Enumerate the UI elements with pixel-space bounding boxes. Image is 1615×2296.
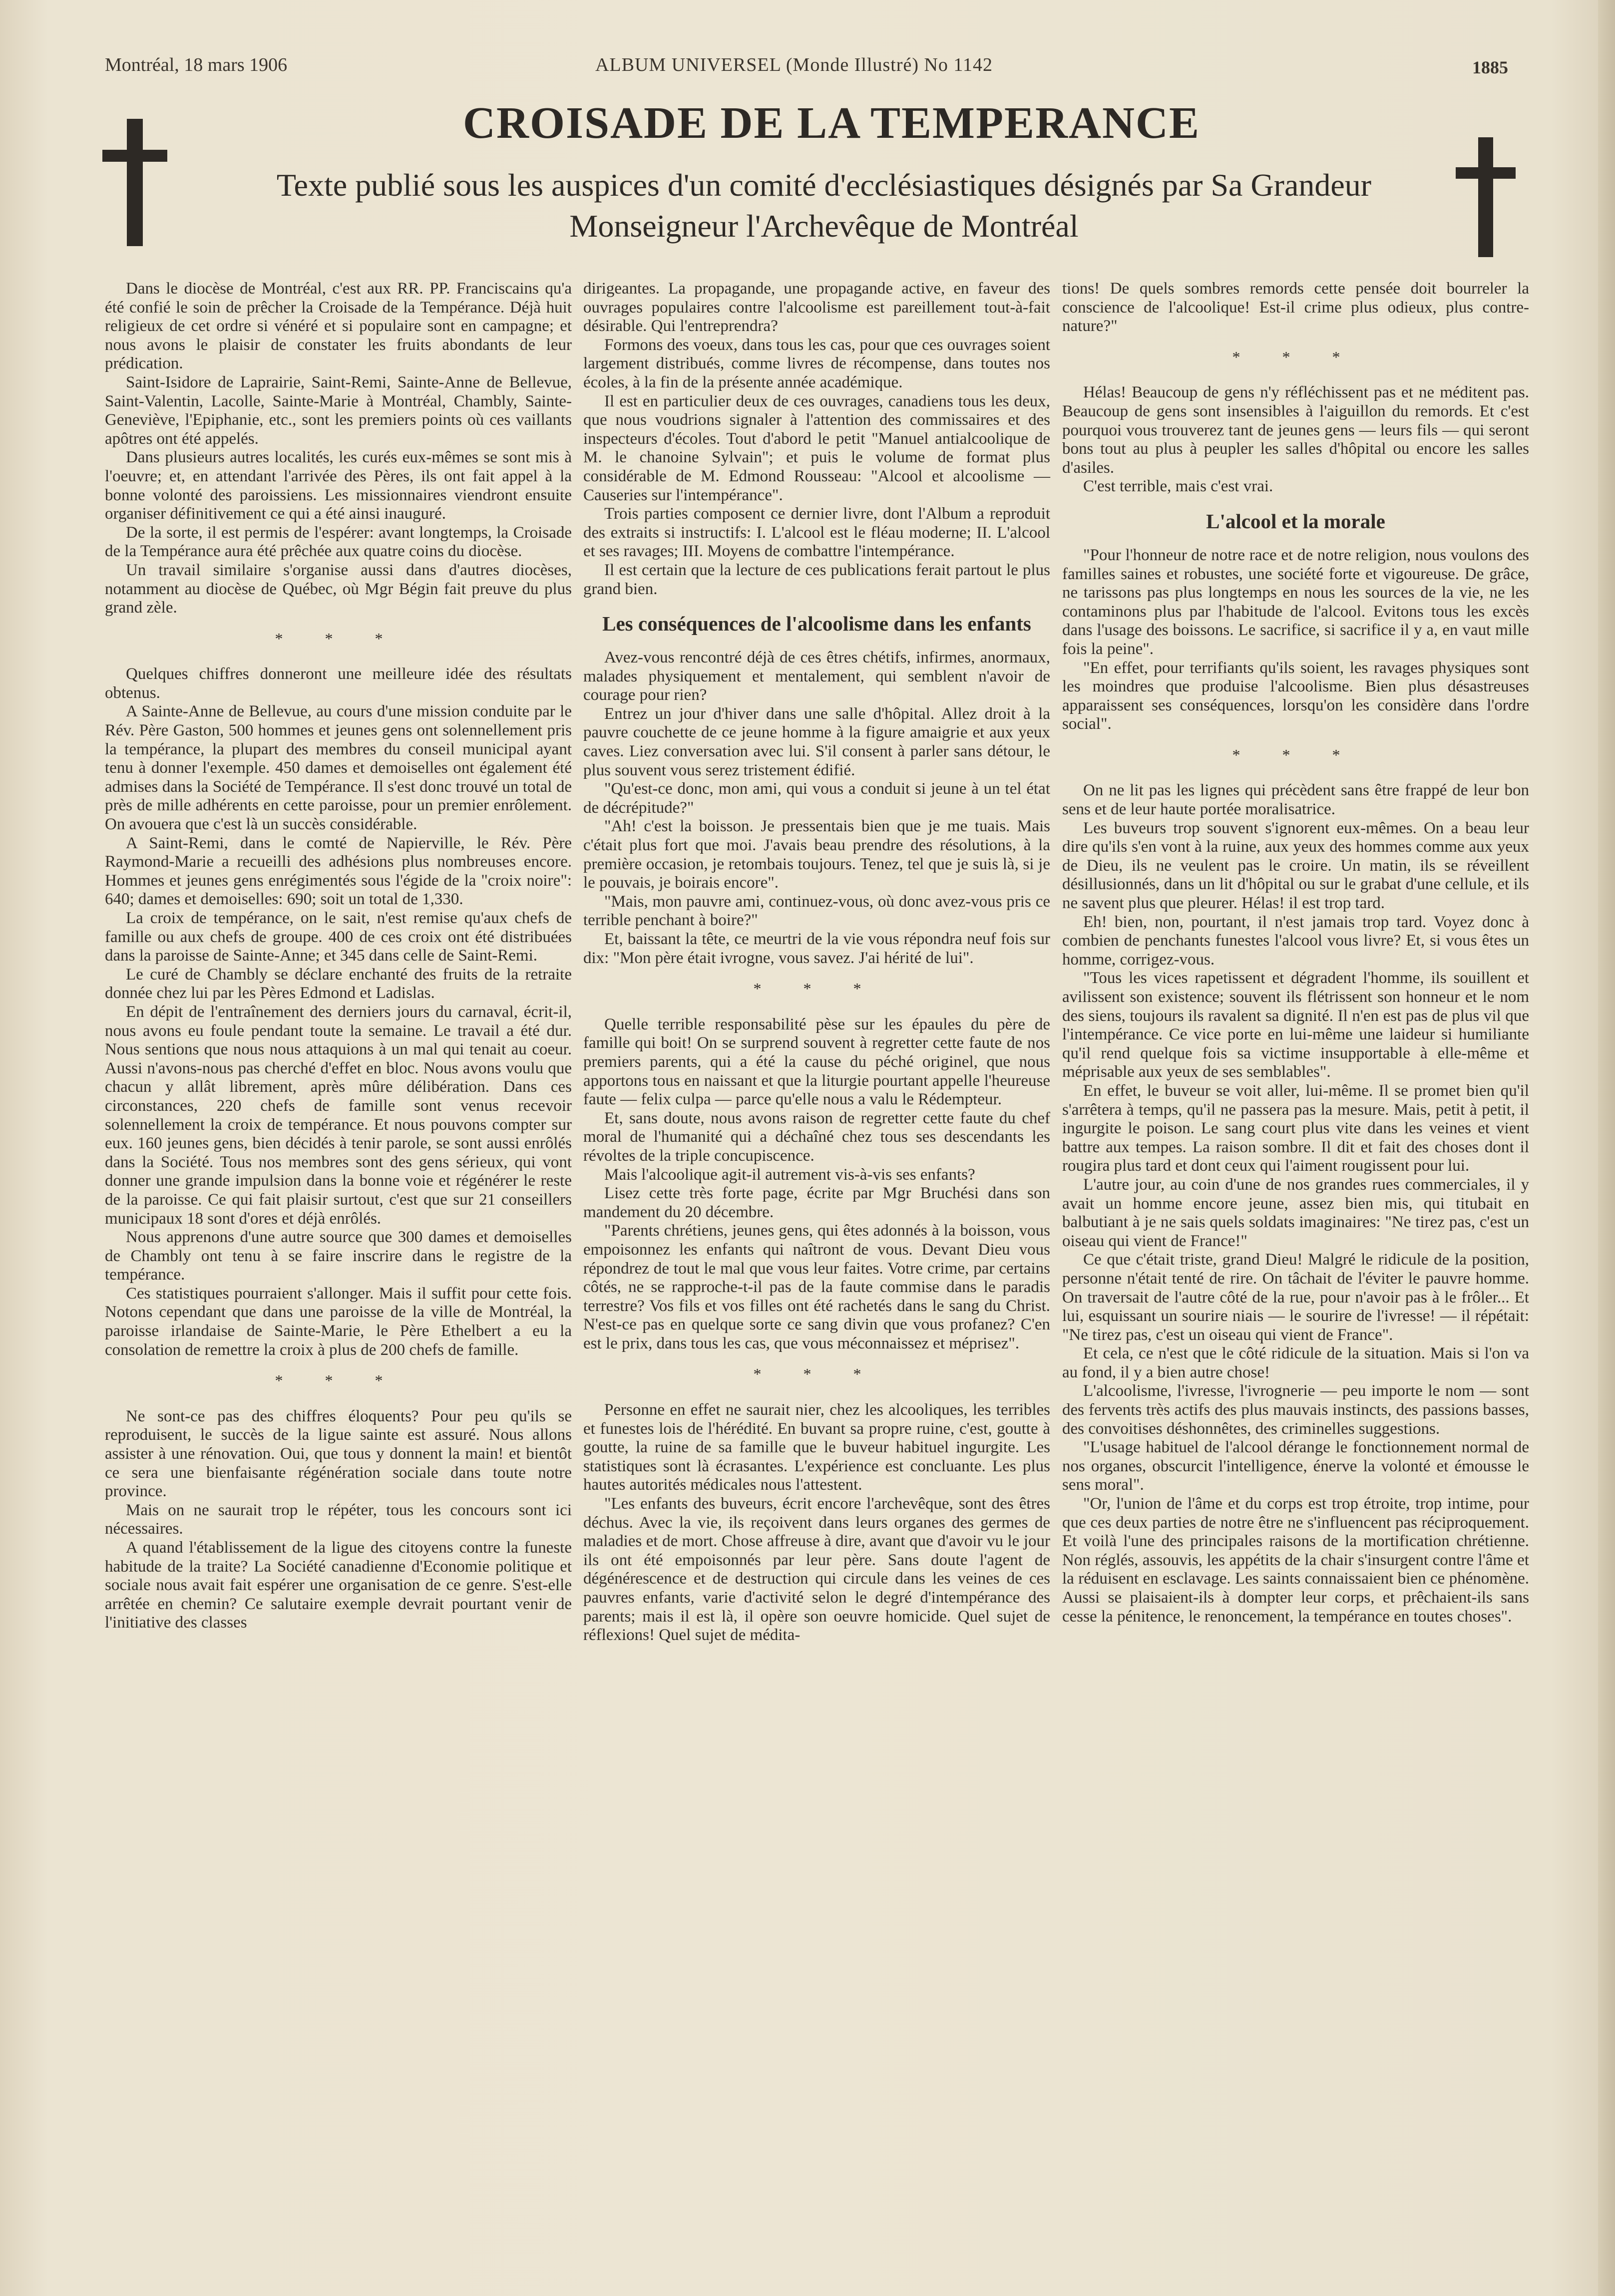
column-2 [583,280,1050,1645]
publication-name: ALBUM UNIVERSEL (Monde Illustré) No 1142 [595,54,993,75]
paragraph: Un travail similaire s'organise aussi dans d'autres diocèses, notamment au diocèse de Québec, où Mgr Bégin fait preuve du plus grand zèle. [105,561,572,617]
paragraph: Mais l'alcoolique agit-il autrement vis-à-vis ses enfants? [604,1165,975,1184]
column-3 [1062,280,1529,1626]
paragraph: "Pour l'honneur de notre race et de notre religion, nous voulons des familles saines et robustes, une société forte et vigoureuse. De grâce, ne tarissons pas plus longtemps en nous les sources de la vie, ne les contaminons plus par l'habitude de l'alcool. Evitons tous les excès dans l'usage des boissons. Le sacrifice, si sacrifice il y a, en vaut mille fois la peine". [1062,546,1529,658]
paragraph: On ne lit pas les lignes qui précèdent sans être frappé de leur bon sens et de leur haute portée moralisatrice. [1062,781,1529,819]
subtitle-line: Monseigneur l'Archevêque de Montréal [569,208,1079,244]
paragraph: Quelle terrible responsabilité pèse sur les épaules du père de famille qui boit! On se surprend souvent à regretter cette faute de nos premiers parents, qui a été la cause du péché originel, que nous apportons tous en naissant et que la liturgie pourtant appelle l'heureuse faute — felix culpa — parce qu'elle nous a valu le Rédempteur. [583,1015,1050,1109]
paragraph: Ces statistiques pourraient s'allonger. Mais il suffit pour cette fois. Notons cependant que dans une paroisse de la ville de Montréal, la paroisse irlandaise de Sainte-Marie, le Père Ethelbert a eu la consolation de remettre la croix à plus de 200 chefs de famille. [105,1284,572,1359]
paragraph: "En effet, pour terrifiants qu'ils soient, les ravages physiques sont les moindres que produise l'alcoolisme. Bien plus désastreuses apparaissent ses conséquences, lorsqu'on les considère dans l'ordre social". [1062,658,1529,733]
paragraph: "Parents chrétiens, jeunes gens, qui êtes adonnés à la boisson, vous empoisonnez les enfants qui naîtront de vous. Devant Dieu vous répondrez de tout le mal que vous leur faites. Votre crime, par certains côtés, ne se rapproche-t-il pas de la faute commise dans le paradis terrestre? Vos fils et vos filles ont été rachetés dans le sang du Christ. N'est-ce pas en quelque sorte ce sang divin que vous profanez? C'en est le prix, dans tous les cas, que vous méconnaissez et méprisez". [583,1222,1050,1352]
paragraph: Eh! bien, non, pourtant, il n'est jamais trop tard. Voyez donc à combien de penchants funestes l'alcool vous livre? Et, si vous êtes un homme, corrigez-vous. [1062,913,1529,969]
paragraph: Il est en particulier deux de ces ouvrages, canadiens tous les deux, que nous voudrions signaler à l'attention des commissaires et des inspecteurs d'écoles. Tout d'abord le petit "Manuel antialcoolique de M. le chanoine Sylvain"; et puis le volume de format plus considérable de M. Edmond Rousseau: "Alcool et alcoolisme — Causeries sur l'intempérance". [583,392,1050,504]
paragraph: A Saint-Remi, dans le comté de Napierville, le Rév. Père Raymond-Marie a recueilli des adhésions plus nombreuses encore. Hommes et jeunes gens enrégimentés sous l'égide de la "croix noire": 640; dames et demoiselles: 690; soit un total de 1,330. [105,834,572,909]
paragraph: Ne sont-ce pas des chiffres éloquents? Pour peu qu'ils se reproduisent, le succès de la ligue sainte est assuré. Nous allons assister à une rénovation. Oui, que tous y donnent la main! et bientôt ce sera une bienfaisante régénération sociale dans toute notre province. [105,1407,572,1501]
paragraph: Lisez cette très forte page, écrite par Mgr Bruchési dans son mandement du 20 décembre. [583,1184,1050,1221]
page-title: CROISADE DE LA TEMPERANCE [462,98,1201,148]
paragraph: dirigeantes. La propagande, une propagande active, en faveur des ouvrages populaires contre l'alcoolisme est pareillement tout-à-fait désirable. Qui l'entreprendra? [583,280,1050,335]
section-heading: Les conséquences de l'alcoolisme dans les enfants [602,612,1031,636]
cross-icon [102,119,167,246]
paragraph: "L'usage habituel de l'alcool dérange le fonctionnement normal de nos organes, obscurcit l'intelligence, énerve la volonté et émousse le sens moral". [1062,1438,1529,1494]
paragraph: La croix de tempérance, on le sait, n'est remise qu'aux chefs de famille ou aux chefs de groupe. 400 de ces croix ont été distribuées dans la paroisse de Sainte-Anne; et 345 dans celle de Saint-Remi. [105,909,572,965]
paragraph: "Tous les vices rapetissent et dégradent l'homme, ils souillent et avilissent son existence; souvent ils flétrissent son honneur et le nom des siens, toujours ils ravalent sa dignité. Il n'en est pas de plus vil que l'intempérance. Ce vice porte en lui-même une laideur si humiliante qu'il rend quelque fois sa victime insupportable à elle-même et méprisable aux yeux de ses semblables". [1062,969,1529,1081]
paragraph: "Or, l'union de l'âme et du corps est trop étroite, trop intime, pour que ces deux parties de notre être ne s'influencent pas réciproquement. Et voilà l'une des principales raisons de la mortification chrétienne. Non réglés, assouvis, les appétits de la chair s'insurgent contre l'âme et la réduisent en esclavage. Les saints connaissaient bien ce phénomène. Aussi se plaisaient-ils à dompter leur corps, et prêchaient-ils sans cesse la pénitence, le renoncement, la tempérance en toutes choses". [1062,1495,1529,1626]
page-edge [1598,0,1615,2296]
paragraph: Dans le diocèse de Montréal, c'est aux RR. PP. Franciscains qu'a été confié le soin de prêcher la Croisade de la Tempérance. Déjà huit religieux de cet ordre si vénéré et si populaire sont en campagne; et nous avons le plaisir de constater les fruits abondants de leur prédication. [105,280,572,373]
paragraph: A Sainte-Anne de Bellevue, au cours d'une mission conduite par le Rév. Père Gaston, 500 hommes et jeunes gens ont solennellement pris la tempérance, la plupart des membres du conseil municipal ayant tenu à donner l'exemple. 450 dames et demoiselles ont également été admises dans la Société de Tempérance. Il s'est donc trouvé un total de près de mille adhérents en cette paroisse, pour un premier enrôlement. On avouera que c'est là un succès considérable. [105,702,572,834]
paragraph: Saint-Isidore de Laprairie, Saint-Remi, Sainte-Anne de Bellevue, Saint-Valentin, Lacolle, Sainte-Marie à Montréal, Chambly, Sainte-Geneviève, l'Epiphanie, etc., sont les premiers points où ces vaillants apôtres ont été appelés. [105,373,572,448]
cross-icon [1456,137,1516,257]
column-1 [105,280,572,1633]
section-separator: * * * [753,1365,880,1383]
paragraph: Trois parties composent ce dernier livre, dont l'Album a reproduit des extraits si instructifs: I. L'alcool est le fléau moderne; II. L'alcool et ses ravages; III. Moyens de combattre l'intempérance. [583,505,1050,561]
paragraph: En dépit de l'entraînement des derniers jours du carnaval, écrit-il, nous avons eu foule pendant toute la semaine. Le travail a été dur. Nous sentions que nous nous attaquions à un mal qui tenait au coeur. Aussi n'avons-nous pas cherché d'effet en bloc. Nous avons voulu que chacun y allât librement, après mûre délibération. Dans ces circonstances, 220 chefs de famille sont venus recevoir solennellement la croix de tempérance. Et nous pouvons compter sur eux. 160 jeunes gens, bien décidés à tenir parole, se sont aussi enrôlés dans la Société. Tous nos membres sont des gens sérieux, qui vont donner une grande impulsion dans la bonne voie et régénérer le reste de la paroisse. Ce qui fait plaisir surtout, c'est que sur 21 conseillers municipaux 18 sont d'ores et déjà enrôlés. [105,1002,572,1228]
paragraph: L'autre jour, au coin d'une de nos grandes rues commerciales, il y avait un homme encore jeune, assez bien mis, qui titubait en balbutiant à je ne sais quels soldats imaginaires: "Ne tirez pas, c'est un oiseau qui vient de France!" [1062,1175,1529,1250]
page-number: 1885 [1472,57,1508,77]
paragraph: L'alcoolisme, l'ivresse, l'ivrognerie — peu importe le nom — sont des fervents très actifs des plus mauvais instincts, des passions basses, des convoitises déshonnêtes, des criminelles suggestions. [1062,1382,1529,1438]
paragraph: "Mais, mon pauvre ami, continuez-vous, où donc avez-vous pris ce terrible penchant à boire?" [583,892,1050,930]
paragraph: Ce que c'était triste, grand Dieu! Malgré le ridicule de la position, personne n'était tenté de rire. On tâchait de l'éviter le pauvre homme. On traversait de l'autre côté de la rue, pour n'avoir pas à le frôler... Et lui, esquissant un sourire niais — le sourire de l'ivresse! — il répétait: "Ne tirez pas, c'est un oiseau qui vient de France". [1062,1251,1529,1344]
section-separator: * * * [275,629,402,648]
section-heading: L'alcool et la morale [1206,509,1385,533]
paragraph: Le curé de Chambly se déclare enchanté des fruits de la retraite donnée chez lui par les Pères Edmond et Ladislas. [105,965,572,1002]
paragraph: Et, sans doute, nous avons raison de regretter cette faute du chef moral de l'humanité qui a déchaîné chez tous ses descendants les révoltes de la triple concupiscence. [583,1109,1050,1165]
paragraph: Quelques chiffres donneront une meilleure idée des résultats obtenus. [105,665,572,702]
paragraph: En effet, le buveur se voit aller, lui-même. Il se promet bien qu'il s'arrêtera à temps, qu'il ne passera pas la mesure. Mais, petit à petit, il ingurgite le poison. Le sang court plus vite dans les veines et vient battre aux tempes. La raison sombre. Il dit et fait des choses dont il rougira plus tard et dont ceux qui l'aiment rougissent pour lui. [1062,1081,1529,1175]
paragraph: Il est certain que la lecture de ces publications ferait partout le plus grand bien. [583,561,1050,598]
paragraph: "Les enfants des buveurs, écrit encore l'archevêque, sont des êtres déchus. Avec la vie, ils reçoivent dans leurs organes des germes de maladies et de mort. Chose affreuse à dire, avant que d'avoir vu le jour ils ont été empoisonnés par leur père. Sans doute l'agent de dégénérescence et de destruction qui circule dans les veines de ces pauvres enfants, varie d'activité selon le degré d'intempérance des parents; mais il est là, il opère son oeuvre homicide. Quel sujet de réflexions! Quel sujet de médita- [583,1495,1050,1644]
paragraph: A quand l'établissement de la ligue des citoyens contre la funeste habitude de la traite? La Société canadienne d'Economie politique et sociale nous avait fait espérer une organisation de ce genre. S'est-elle arrêtée en chemin? Ce salutaire exemple devrait pourtant venir de l'initiative des classes [105,1539,572,1632]
paragraph: C'est terrible, mais c'est vrai. [1083,477,1273,496]
subtitle-line: Texte publié sous les auspices d'un comité d'ecclésiastiques désignés par Sa Grandeur [276,167,1372,203]
running-header [105,54,1508,84]
paragraph: De la sorte, il est permis de l'espérer: avant longtemps, la Croisade de la Tempérance aura été prêchée aux quatre coins du diocèse. [105,523,572,561]
paragraph: Et cela, ce n'est que le côté ridicule de la situation. Mais si l'on va au fond, il y a bien autre chose! [1062,1344,1529,1381]
paragraph: Et, baissant la tête, ce meurtri de la vie vous répondra neuf fois sur dix: "Mon père était ivrogne, vous savez. J'ai hérité de lui". [583,930,1050,967]
paragraph: Nous apprenons d'une autre source que 300 dames et demoiselles de Chambly ont tenu à se faire inscrire dans le registre de la tempérance. [105,1228,572,1284]
section-separator: * * * [1232,347,1359,366]
paragraph: Personne en effet ne saurait nier, chez les alcooliques, les terribles et funestes lois de l'hérédité. En buvant sa propre ruine, c'est, goutte à goutte, la ruine de sa famille que le buveur habituel ingurgite. Les statistiques sont là écrasantes. L'expérience est concluante. Les plus hautes autorités médicales nous l'attestent. [583,1401,1050,1494]
paragraph: Les buveurs trop souvent s'ignorent eux-mêmes. On a beau leur dire qu'ils s'en vont à la ruine, aux yeux des hommes comme aux yeux de Dieu, ils ne veulent pas le croire. Un matin, ils se réveillent désillusionnés, dans un lit d'hôpital ou sur le grabat d'une cellule, et ils ne savent plus que pleurer. Hélas! il est trop tard. [1062,819,1529,913]
section-separator: * * * [275,1371,402,1390]
section-separator: * * * [753,980,880,998]
issue-date: Montréal, 18 mars 1906 [105,54,288,75]
paragraph: Dans plusieurs autres localités, les curés eux-mêmes se sont mis à l'oeuvre; et, en attendant l'arrivée des Pères, ils ont fait appel à la bonne volonté des paroissiens. Les missionnaires viendront ensuite organiser définitivement ce qui a été ainsi inauguré. [105,448,572,523]
paragraph: Mais on ne saurait trop le répéter, tous les concours sont ici nécessaires. [105,1501,572,1538]
paragraph: tions! De quels sombres remords cette pensée doit bourreler la conscience de l'alcoolique! Est-il crime plus odieux, plus contre-nature?" [1062,280,1529,335]
paragraph: Hélas! Beaucoup de gens n'y réfléchissent pas et ne méditent pas. Beaucoup de gens sont insensibles à l'aiguillon du remords. Et c'est pourquoi vous trouverez tant de jeunes gens — leurs fils — qui seront bons tout au plus à peupler les salles d'hôpital ou encore les salles d'asiles. [1062,383,1529,477]
paragraph: Entrez un jour d'hiver dans une salle d'hôpital. Allez droit à la pauvre couchette de ce jeune homme à la figure amaigrie et aux yeux caves. Liez conversation avec lui. S'il consent à parler sans détour, le plus souvent vous serez tristement édifié. [583,704,1050,779]
paragraph: "Qu'est-ce donc, mon ami, qui vous a conduit si jeune à un tel état de décrépitude?" [583,780,1050,817]
paragraph: Avez-vous rencontré déjà de ces êtres chétifs, infirmes, anormaux, malades physiquement et mentalement, qui semblent n'avoir de courage pour rien? [583,649,1050,704]
paragraph: "Ah! c'est la boisson. Je pressentais bien que je me tuais. Mais c'était plus fort que moi. J'avais beau prendre des résolutions, à la première occasion, je retombais toujours. Tenez, tel que je suis là, si je le pouvais, je boirais encore". [583,817,1050,892]
page-subtitle [200,165,1448,247]
paragraph: Formons des voeux, dans tous les cas, pour que ces ouvrages soient largement distribués, comme livres de récompense, dans toutes nos écoles, à la fin de la présente année académique. [583,335,1050,391]
section-separator: * * * [1232,745,1359,764]
